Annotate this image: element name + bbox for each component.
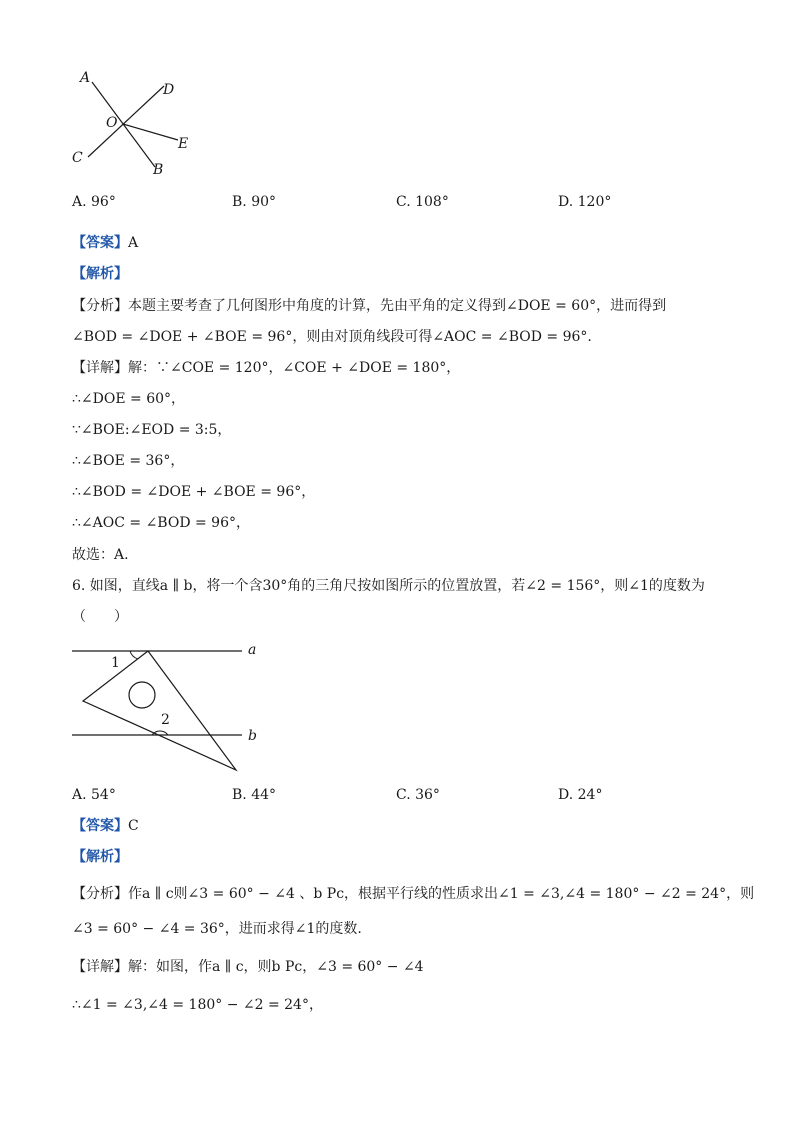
ruler-hole	[129, 682, 155, 708]
q5-option-a: A. 96°	[72, 194, 116, 210]
line-CD	[88, 86, 164, 157]
q6-stem-line1: 6. 如图，直线a ∥ b，将一个含30°角的三角尺按如图所示的位置放置，若∠2 = 156°，则∠1的度数为	[72, 578, 705, 594]
q6-fenxi-line2: ∠3 = 60° − ∠4 = 36°，进而求得∠1的度数.	[72, 921, 362, 937]
q6-option-a: A. 54°	[72, 787, 116, 803]
analysis-tag: 【解析】	[72, 849, 128, 865]
label-angle-2: 2	[161, 712, 170, 728]
ray-OE	[123, 124, 178, 140]
answer-value: A	[128, 235, 139, 251]
fenxi-tag: 【分析】	[72, 298, 128, 314]
q6-detail-line2: ∴∠1 = ∠3,∠4 = 180° − ∠2 = 24°，	[72, 997, 323, 1013]
q6-option-d: D. 24°	[558, 787, 603, 803]
q5-fenxi-line1	[72, 297, 666, 315]
detail-text: 解：如图，作a ∥ c，则b Pc，∠3 = 60° − ∠4	[128, 959, 424, 975]
label-O: O	[106, 115, 118, 131]
fenxi-tag: 【分析】	[72, 886, 128, 902]
q6-answer	[72, 817, 139, 835]
q5-analysis-heading	[72, 265, 128, 283]
analysis-tag: 【解析】	[72, 266, 128, 282]
q6-fenxi-line1	[72, 885, 754, 903]
q5-detail-line3: ∵∠BOE:∠EOD = 3:5，	[72, 422, 232, 438]
label-angle-1: 1	[111, 655, 120, 671]
triangle-ruler	[83, 651, 236, 770]
q5-detail-line5: ∴∠BOD = ∠DOE + ∠BOE = 96°，	[72, 484, 316, 500]
answer-tag: 【答案】	[72, 818, 128, 834]
label-C: C	[72, 150, 83, 166]
q5-detail-line1	[72, 359, 460, 377]
q5-detail-line6: ∴∠AOC = ∠BOD = 96°，	[72, 515, 250, 531]
fenxi-text: 作a ∥ c则∠3 = 60° − ∠4 、b Pc，根据平行线的性质求出∠1 = ∠3,∠4 = 180° − ∠2 = 24°，则	[128, 886, 755, 902]
q6-analysis-heading	[72, 848, 128, 866]
fenxi-text: 本题主要考查了几何图形中角度的计算，先由平角的定义得到∠DOE = 60°，进而得到	[128, 298, 667, 314]
label-b: b	[248, 728, 257, 744]
q5-answer	[72, 234, 138, 252]
q5-option-b: B. 90°	[232, 194, 277, 210]
q6-detail-line1	[72, 958, 424, 976]
label-E: E	[178, 136, 189, 152]
detail-text: 解：∵∠COE = 120°，∠COE + ∠DOE = 180°，	[128, 360, 461, 376]
q5-option-c: C. 108°	[396, 194, 449, 210]
label-D: D	[163, 82, 175, 98]
label-B: B	[153, 162, 164, 178]
q5-option-d: D. 120°	[558, 194, 612, 210]
angle-1-arc	[130, 651, 138, 659]
q5-detail-line7: 故选：A.	[72, 547, 129, 563]
q6-option-b: B. 44°	[232, 787, 277, 803]
q6-stem-line2: （ ）	[72, 609, 128, 625]
figure-parallel-lines-triangle	[64, 638, 274, 778]
q5-fenxi-line2: ∠BOD = ∠DOE + ∠BOE = 96°，则由对顶角线段可得∠AOC = ∠BOD = 96°.	[72, 329, 592, 345]
q6-option-c: C. 36°	[396, 787, 440, 803]
figure-intersecting-lines	[60, 62, 210, 182]
label-A: A	[80, 70, 91, 86]
q5-detail-line4: ∴∠BOE = 36°，	[72, 453, 185, 469]
label-a: a	[248, 642, 257, 658]
detail-tag: 【详解】	[72, 959, 128, 975]
detail-tag: 【详解】	[72, 360, 128, 376]
answer-value: C	[128, 818, 139, 834]
answer-tag: 【答案】	[72, 235, 128, 251]
q5-detail-line2: ∴∠DOE = 60°，	[72, 391, 186, 407]
